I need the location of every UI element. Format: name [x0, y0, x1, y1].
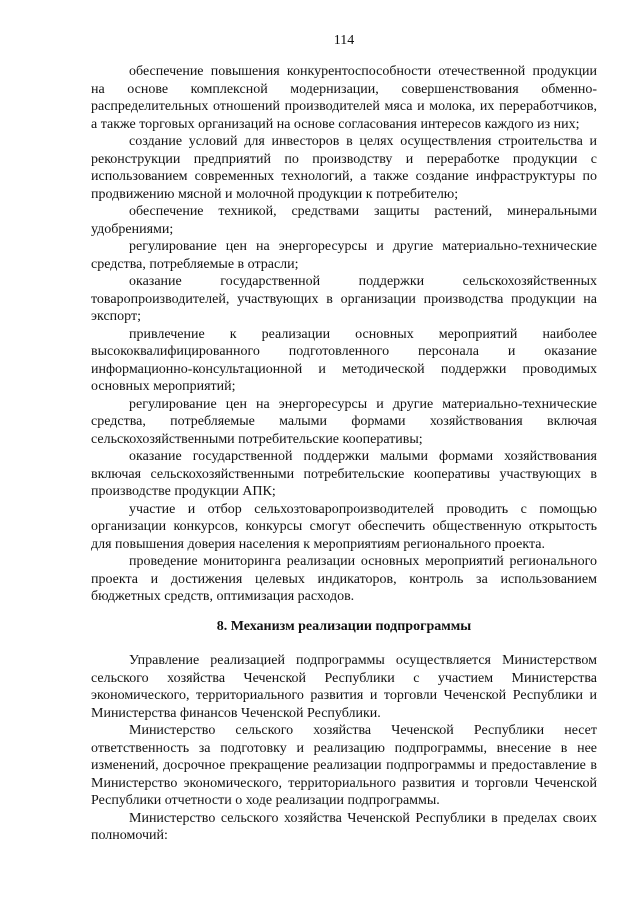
list-item: обеспечение повышения конкурентоспособности отечественной продукции на основе комплексной модернизации, совершенствования обменно-распределительных отношений производителей мяса и молока, их переработчиков, а также торговых организаций на основе согласования интересов каждого из них;: [91, 64, 597, 132]
measures-list: [91, 63, 597, 606]
list-item: регулирование цен на энергоресурсы и другие материально-технические средства, потребляемые в отрасли;: [91, 239, 597, 272]
paragraph: Управление реализацией подпрограммы осуществляется Министерством сельского хозяйства Чеченской Республики с участием Министерства экономического, территориального развития и торговли Чеченской Республики и Министерства финансов Чеченской Республики.: [91, 653, 597, 721]
paragraph: Министерство сельского хозяйства Чеченской Республики несет ответственность за подготовку и реализацию подпрограммы, внесение в нее изменений, досрочное прекращение реализации подпрограммы и предоставление в Министерство экономического, территориального развития и торговли Чеченской Республики отчетности о ходе реализации подпрограммы.: [91, 723, 597, 808]
list-item: оказание государственной поддержки малыми формами хозяйствования включая сельскохозяйственными потребительские кооперативы участвующих в производстве продукции АПК;: [91, 449, 597, 499]
list-item: регулирование цен на энергоресурсы и другие материально-технические средства, потребляемые малыми формами хозяйствования включая сельскохозяйственными потребительские кооперативы;: [91, 396, 597, 447]
section-body: [91, 652, 597, 845]
list-item: проведение мониторинга реализации основных мероприятий регионального проекта и достижения целевых индикаторов, контроль за использованием бюджетных средств, оптимизация расходов.: [91, 554, 597, 604]
list-item: оказание государственной поддержки сельскохозяйственных товаропроизводителей, участвующих в организации производства продукции на экспорт;: [91, 274, 597, 324]
section-heading: 8. Механизм реализации подпрограммы: [216, 619, 472, 634]
list-item: создание условий для инвесторов в целях осуществления строительства и реконструкции предприятий по производству и переработке продукции с использованием современных технологий, а также создание инфраструктуры по продвижению мясной и молочной продукции к потребителю;: [91, 134, 597, 202]
list-item: обеспечение техникой, средствами защиты растений, минеральными удобрениями;: [91, 204, 597, 237]
page-number: 114: [333, 33, 355, 48]
list-item: участие и отбор сельхозтоваропроизводителей проводить с помощью организации конкурсов, конкурсы смогут обеспечить общественную открытость для повышения доверия населения к мероприятиям регионального проекта.: [91, 501, 597, 552]
paragraph: Министерство сельского хозяйства Чеченской Республики в пределах своих полномочий:: [91, 810, 597, 843]
list-item: привлечение к реализации основных мероприятий наиболее высококвалифицированного подготовленного персонала и оказание информационно-консультационной и методической поддержки проводимых основных мероприятий;: [91, 326, 597, 394]
